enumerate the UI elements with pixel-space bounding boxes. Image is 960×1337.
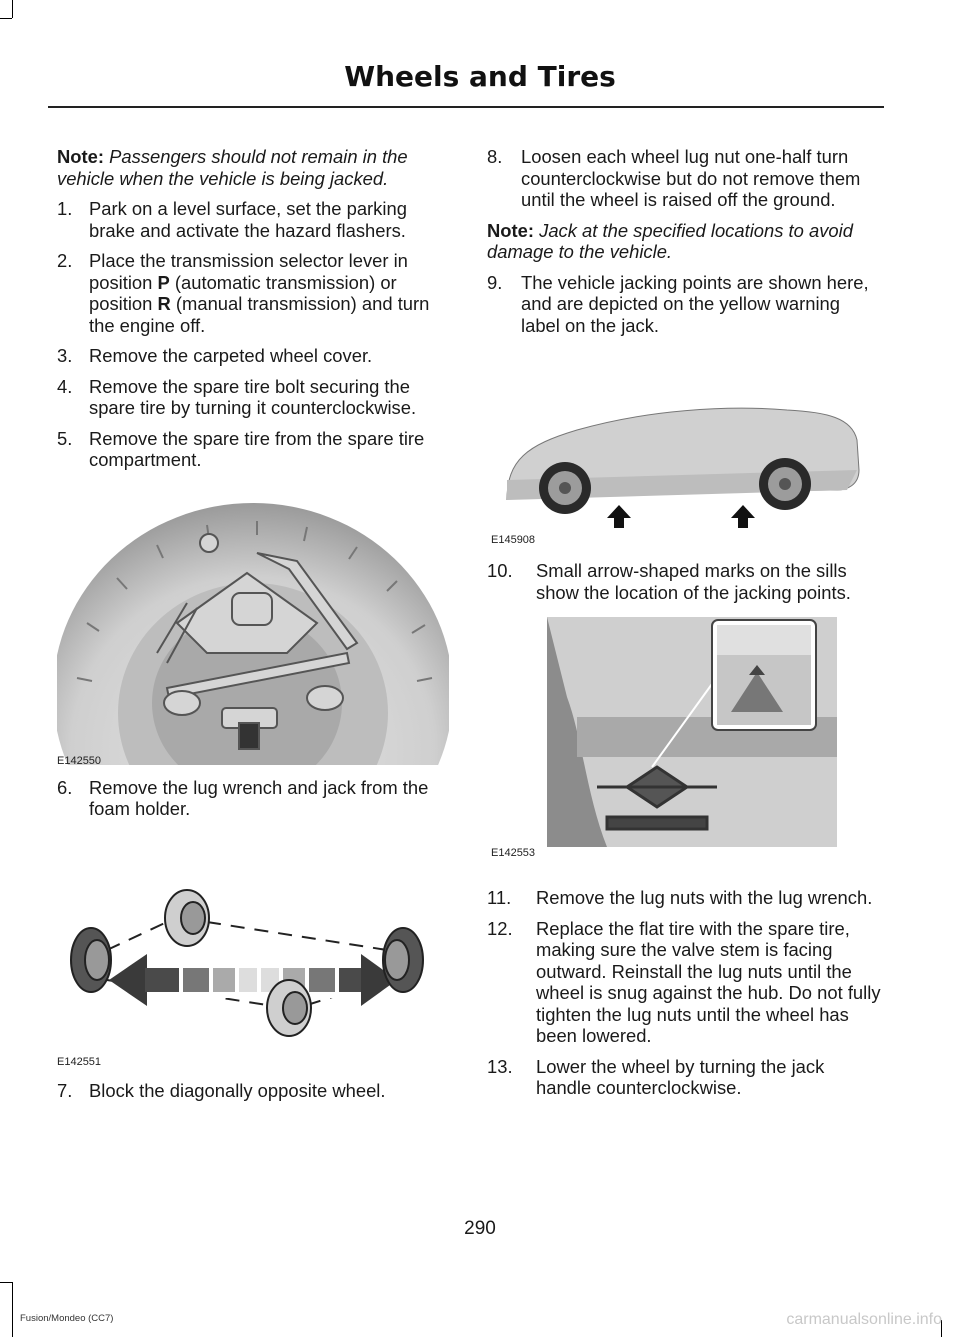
crop-mark bbox=[12, 1282, 13, 1337]
step-item bbox=[57, 428, 449, 471]
step-number: 1. bbox=[57, 198, 73, 219]
step-number: 11. bbox=[487, 887, 512, 908]
step-item bbox=[487, 918, 882, 1047]
wheel-block-figure bbox=[57, 860, 449, 1068]
step-text bbox=[89, 250, 449, 336]
step-item bbox=[487, 1056, 882, 1099]
crop-mark bbox=[12, 0, 13, 18]
note-label: Note: bbox=[487, 219, 534, 241]
car-side-illustration bbox=[487, 350, 882, 540]
step-number: 5. bbox=[57, 427, 73, 449]
step-text: Small arrow-shaped marks on the sills show the location of the jacking points. bbox=[536, 560, 851, 603]
step-item bbox=[57, 198, 449, 241]
gear-p: P bbox=[157, 271, 170, 293]
figure-id: E145908 bbox=[491, 534, 536, 546]
note bbox=[487, 220, 882, 263]
step-item bbox=[487, 272, 882, 337]
figure-id: E142551 bbox=[57, 1055, 102, 1068]
step-number: 9. bbox=[487, 271, 503, 293]
step-text: The vehicle jacking points are shown here, and are depicted on the yellow warning label on the jack. bbox=[521, 271, 869, 336]
step-text: Lower the wheel by turning the jack handle counterclockwise. bbox=[536, 1055, 825, 1098]
step-item bbox=[487, 887, 882, 909]
step-text-part: (manual transmission) and turn the engine off. bbox=[89, 293, 430, 336]
step-text: Park on a level surface, set the parking brake and activate the hazard flashers. bbox=[89, 198, 407, 241]
step-item bbox=[57, 250, 449, 336]
left-column bbox=[57, 146, 449, 1110]
step-number: 10. bbox=[487, 560, 513, 581]
step-item bbox=[57, 777, 449, 820]
step-text: Remove the spare tire from the spare tire compartment. bbox=[89, 427, 425, 470]
step-item bbox=[487, 560, 882, 603]
spare-tire-figure bbox=[57, 503, 449, 765]
page-number: 290 bbox=[464, 1218, 496, 1239]
spare-tire-illustration bbox=[57, 503, 449, 765]
figure-id: E142550 bbox=[57, 754, 102, 767]
step-item bbox=[487, 146, 882, 211]
header-divider bbox=[48, 106, 884, 108]
step-number: 6. bbox=[57, 776, 73, 798]
step-item bbox=[57, 376, 449, 419]
jack-position-figure bbox=[487, 617, 882, 857]
step-text-part: (automatic transmission) or position bbox=[89, 271, 397, 314]
step-text: Remove the carpeted wheel cover. bbox=[89, 345, 373, 366]
note-text: Jack at the specified locations to avoid damage to the vehicle. bbox=[487, 219, 853, 262]
step-number: 7. bbox=[57, 1079, 73, 1101]
step-text: Remove the spare tire bolt securing the spare tire by turning it counterclockwise. bbox=[89, 375, 417, 418]
step-text: Replace the flat tire with the spare tire, making sure the valve stem is facing outward. Reinstall the lug nuts until the wheel is snug against the hub. Do not fully tighten the lug nuts until the wheel has been lowered. bbox=[536, 917, 881, 1046]
page-title: Wheels and Tires bbox=[344, 60, 616, 93]
note-label: Note: bbox=[57, 146, 104, 167]
step-number: 13. bbox=[487, 1055, 513, 1077]
step-number: 3. bbox=[57, 345, 73, 366]
step-text: Remove the lug nuts with the lug wrench. bbox=[536, 887, 873, 908]
step-text: Block the diagonally opposite wheel. bbox=[89, 1079, 386, 1101]
jacking-points-figure bbox=[487, 350, 882, 546]
step-text: Loosen each wheel lug nut one-half turn counterclockwise but do not remove them until the wheel is raised off the ground. bbox=[521, 146, 861, 210]
right-column bbox=[487, 146, 882, 1108]
crop-mark bbox=[0, 1282, 12, 1283]
step-text: Remove the lug wrench and jack from the foam holder. bbox=[89, 776, 429, 819]
note bbox=[57, 146, 449, 189]
note-text: Passengers should not remain in the vehicle when the vehicle is being jacked. bbox=[57, 146, 408, 189]
watermark: carmanualsonline.info bbox=[786, 1311, 942, 1328]
wheel-block-illustration bbox=[57, 860, 449, 1060]
step-number: 4. bbox=[57, 375, 73, 397]
step-number: 2. bbox=[57, 250, 73, 271]
gear-r: R bbox=[157, 293, 171, 314]
step-number: 12. bbox=[487, 917, 513, 939]
step-text-part: Place the transmission selector lever in position bbox=[89, 250, 408, 293]
document-id: Fusion/Mondeo (CC7) bbox=[20, 1313, 114, 1324]
step-number: 8. bbox=[487, 146, 503, 167]
figure-id: E142553 bbox=[491, 847, 536, 859]
crop-mark bbox=[0, 18, 12, 19]
step-item bbox=[57, 345, 449, 367]
step-item bbox=[57, 1080, 449, 1102]
jack-sill-illustration bbox=[487, 617, 882, 857]
